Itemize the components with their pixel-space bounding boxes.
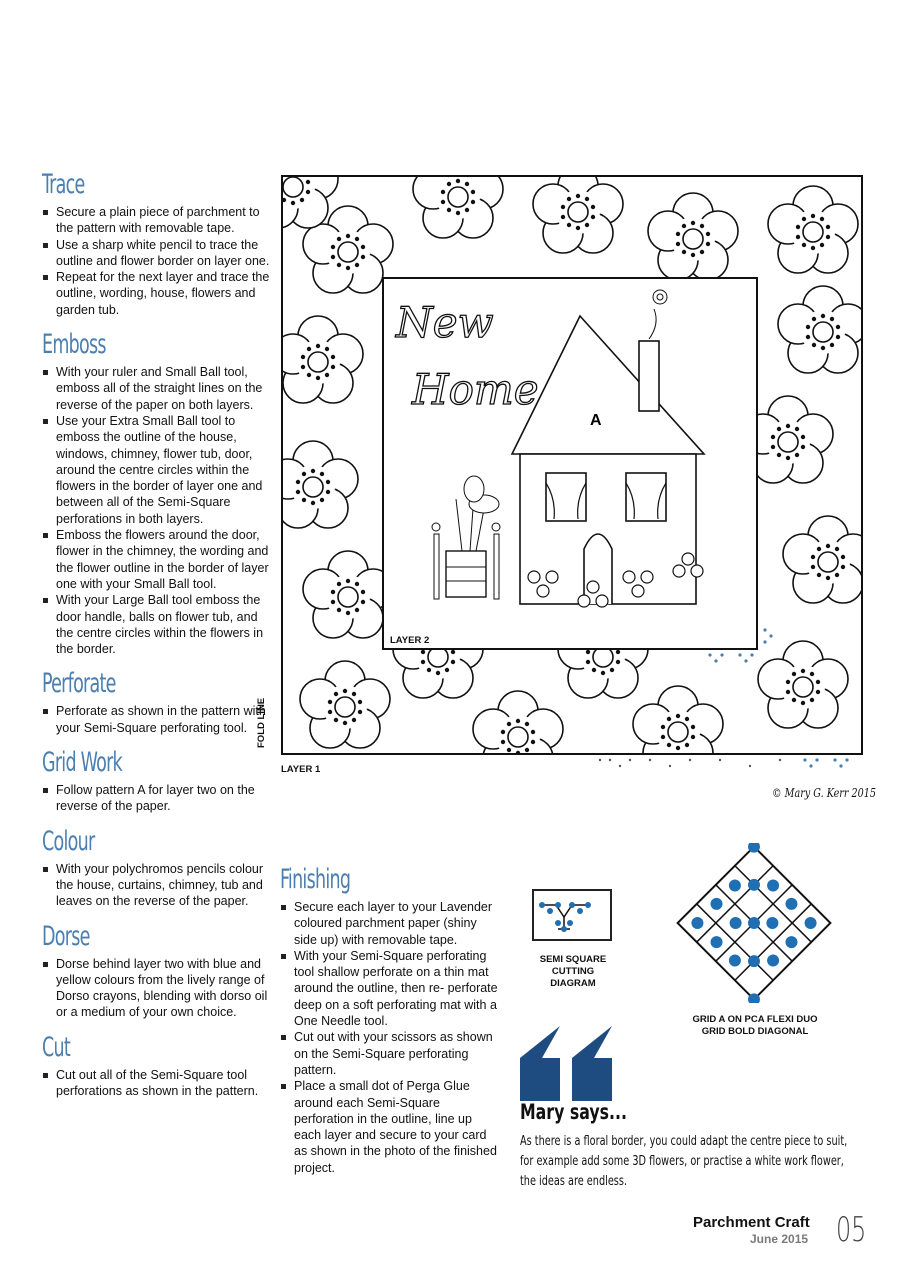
section-title: Colour bbox=[42, 825, 95, 857]
semi-square-diagram bbox=[532, 889, 612, 941]
section-title: Perforate bbox=[42, 668, 116, 700]
step: With your Large Ball tool emboss the door handle, balls on flower tub, and the centre circles within the flowers in the border. bbox=[42, 592, 272, 657]
caption-line: GRID A ON PCA FLEXI DUO bbox=[692, 1014, 818, 1025]
section-cut bbox=[42, 1033, 272, 1100]
grid-diagram bbox=[674, 843, 834, 1003]
caption-line: CUTTING DIAGRAM bbox=[550, 966, 596, 989]
caption-line: GRID BOLD DIAGONAL bbox=[701, 1026, 809, 1037]
step: Cut out all of the Semi-Square tool perforations as shown in the pattern. bbox=[42, 1067, 272, 1100]
section-title: Trace bbox=[42, 169, 85, 200]
step: With your ruler and Small Ball tool, emboss all of the straight lines on the reverse of the paper on both layers. bbox=[42, 364, 272, 413]
mary-says-text: As there is a floral border, you could adapt the centre piece to suit, for example add some 3D flowers, or practise a white work flower, the ideas are endless. bbox=[520, 1133, 848, 1189]
step: Dorse behind layer two with blue and yellow colours from the lively range of Dorso crayons, blending with dorso oil or a medium of your own choice. bbox=[42, 956, 272, 1021]
quote-icon bbox=[520, 1026, 620, 1101]
copyright: © Mary G. Kerr 2015 bbox=[772, 786, 876, 800]
step: With your polychromos pencils colour the house, curtains, chimney, tub and leaves on the reverse of the paper. bbox=[42, 861, 272, 910]
section-title: Emboss bbox=[42, 329, 106, 361]
section-trace bbox=[42, 170, 272, 318]
step: Secure a plain piece of parchment to the pattern with removable tape. bbox=[42, 204, 272, 237]
section-finishing bbox=[280, 865, 500, 1188]
pattern-layer-2 bbox=[382, 277, 758, 650]
page-number: 05 bbox=[836, 1210, 867, 1250]
word-home: Home bbox=[412, 365, 539, 414]
issue-date: June 2015 bbox=[750, 1232, 809, 1246]
layer-2-label: LAYER 2 bbox=[390, 635, 430, 646]
instructions-column bbox=[42, 170, 272, 1111]
section-colour bbox=[42, 827, 272, 910]
step: Cut out with your scissors as shown on the Semi-Square perforating pattern. bbox=[280, 1029, 500, 1078]
section-perforate bbox=[42, 669, 272, 736]
step: Repeat for the next layer and trace the outline, wording, house, flowers and garden tub. bbox=[42, 269, 272, 318]
step: Follow pattern A for layer two on the reverse of the paper. bbox=[42, 782, 272, 815]
fold-line-label: FOLD LINE bbox=[256, 697, 267, 748]
word-new: New bbox=[396, 298, 494, 347]
section-title: Dorse bbox=[42, 920, 90, 952]
step: Secure each layer to your Lavender coloured parchment paper (shiny side up) with removable tape. bbox=[280, 899, 500, 948]
section-title: Cut bbox=[42, 1031, 71, 1063]
house-illustration bbox=[384, 279, 756, 648]
step: Emboss the flowers around the door, flower in the chimney, the wording and the flower outline in the border of layer one with your Small Ball tool. bbox=[42, 527, 272, 592]
step: Use your Extra Small Ball tool to emboss the outline of the house, windows, chimney, flower tub, door, around the centre circles within the flowers in the border of layer one and between all of the Semi-Square perforations in both layers. bbox=[42, 413, 272, 527]
step: Place a small dot of Perga Glue around each Semi-Square perforation in the outline, line up each layer and secure to your card as shown in the photo of the finished project. bbox=[280, 1078, 500, 1176]
step: With your Semi-Square perforating tool shallow perforate on a thin mat around the outline, then re- perforate deep on a soft perforating mat with a One Needle tool. bbox=[280, 948, 500, 1029]
pattern-label-a: A bbox=[590, 412, 602, 429]
semi-square-caption bbox=[528, 954, 618, 990]
step: Use a sharp white pencil to trace the outline and flower border on layer one. bbox=[42, 237, 272, 270]
grid-caption bbox=[680, 1014, 830, 1038]
section-title: Grid Work bbox=[42, 747, 122, 779]
section-title: Finishing bbox=[280, 864, 351, 895]
section-dorse bbox=[42, 922, 272, 1021]
caption-line: SEMI SQUARE bbox=[539, 954, 607, 965]
mary-says-title: Mary says... bbox=[520, 1100, 627, 1124]
layer-1-label: LAYER 1 bbox=[281, 764, 321, 775]
section-emboss bbox=[42, 330, 272, 657]
magazine-title: Parchment Craft bbox=[693, 1214, 810, 1231]
section-gridwork bbox=[42, 748, 272, 815]
step: Perforate as shown in the pattern with your Semi-Square perforating tool. bbox=[42, 703, 272, 736]
